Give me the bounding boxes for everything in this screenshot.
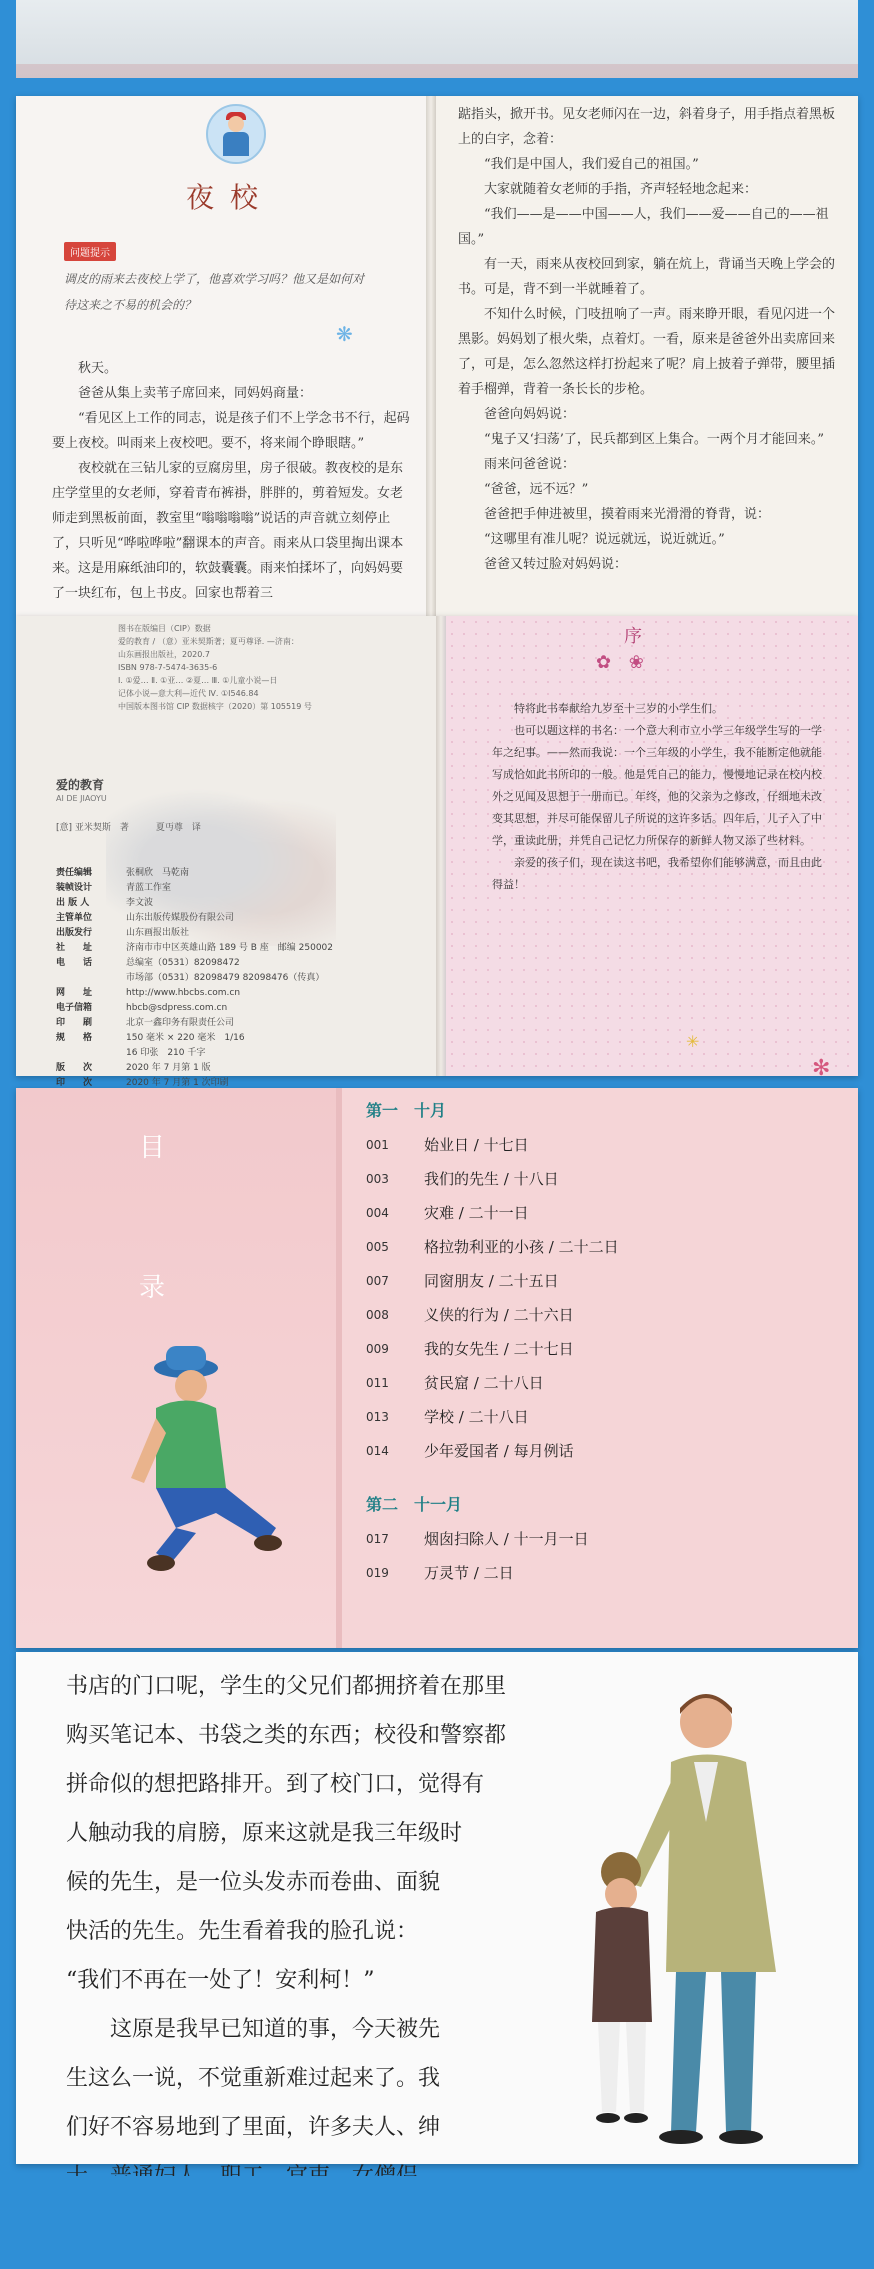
star-decoration-icon: ✳ bbox=[686, 1032, 700, 1051]
spread-table-of-contents bbox=[16, 1088, 858, 1648]
credit-row bbox=[56, 866, 396, 881]
credit-row bbox=[56, 881, 396, 896]
credit-key: 责任编辑 bbox=[56, 868, 93, 878]
credit-value: 2020 年 7 月第 1 版 bbox=[126, 1063, 211, 1073]
sitting-boy-illustration bbox=[116, 1338, 286, 1578]
toc-entry-title: 我的女先生 / 二十七日 bbox=[424, 1340, 574, 1358]
story-text bbox=[66, 1662, 566, 2250]
toc-entry-title: 义侠的行为 / 二十六日 bbox=[424, 1306, 574, 1324]
credit-row bbox=[56, 926, 396, 941]
book-pinyin: AI DE JIAOYU bbox=[56, 794, 107, 803]
paragraph: “我们——是——中国——人，我们——爱——自己的——祖国。” bbox=[458, 207, 829, 247]
toc-page-number: 009 bbox=[366, 1342, 389, 1356]
cip-line: Ⅰ. ①爱… Ⅱ. ①亚… ②夏… Ⅲ. ①儿童小说—日 bbox=[118, 676, 278, 685]
toc-page-number: 014 bbox=[366, 1444, 389, 1458]
preface-page bbox=[446, 616, 858, 1081]
toc-entry-title: 我们的先生 / 十八日 bbox=[424, 1170, 559, 1188]
toc-heading-char: 录 bbox=[138, 1273, 165, 1303]
toc-entry-title: 烟囱扫除人 / 十一月一日 bbox=[424, 1530, 589, 1548]
credit-value: hbcb@sdpress.com.cn bbox=[126, 1003, 228, 1013]
toc-entry[interactable] bbox=[366, 1230, 846, 1264]
story-line: 书店的门口呢，学生的父兄们都拥挤着在那里 bbox=[66, 1674, 507, 1699]
credit-value: http://www.hbcbs.com.cn bbox=[126, 988, 241, 998]
toc-heading bbox=[132, 1118, 172, 1318]
credit-key bbox=[56, 971, 126, 986]
credit-value: 李文波 bbox=[126, 898, 154, 908]
toc-entry-title: 万灵节 / 二日 bbox=[424, 1564, 514, 1582]
toc-page-number: 004 bbox=[366, 1206, 389, 1220]
credit-row bbox=[56, 986, 396, 1001]
boy-avatar-illustration bbox=[206, 104, 266, 164]
paragraph: 夜校就在三钻儿家的豆腐房里，房子很破。教夜校的是东庄学堂里的女老师，穿着青布裤褂，胖胖的，剪着短发。女老师走到黑板前面，教室里“嗡嗡嗡嗡”说话的声音就立刻停止了，只听见“哗啦哗啦”翻课本的声音。雨来从口袋里掏出课本来。这是用麻纸油印的，软鼓囊囊。雨来怕揉坏了，向妈妈要了一块红布，包上书皮。回家也帮着三 bbox=[52, 461, 404, 601]
book-spine bbox=[426, 96, 436, 616]
cip-line: 记体小说—意大利—近代 Ⅳ. ①I546.84 bbox=[118, 689, 259, 698]
toc-entry-title: 学校 / 二十八日 bbox=[424, 1408, 529, 1426]
toc-entry[interactable] bbox=[366, 1366, 846, 1400]
toc-list bbox=[366, 1094, 846, 1590]
credit-row bbox=[56, 1031, 396, 1046]
toc-right-page bbox=[342, 1088, 858, 1648]
book-spine bbox=[436, 616, 446, 1076]
top-page-strip bbox=[16, 0, 858, 78]
spread-night-school bbox=[16, 96, 858, 616]
paragraph: 大家就随着女老师的手指，齐声轻轻地念起来： bbox=[484, 182, 758, 197]
paragraph: 秋天。 bbox=[78, 361, 118, 376]
story-line: 们好不容易地到了里面，许多夫人、绅 bbox=[66, 2115, 441, 2140]
toc-entry[interactable] bbox=[366, 1556, 846, 1590]
paragraph: 爸爸又转过脸对妈妈说： bbox=[484, 557, 628, 572]
toc-page-number: 011 bbox=[366, 1376, 389, 1390]
paragraph: “这哪里有准儿呢？说远就远，说近就近。” bbox=[484, 532, 725, 547]
preface-paragraph: 特将此书奉献给九岁至十三岁的小学生们。 bbox=[514, 702, 723, 715]
toc-section-title: 第二 十一月 bbox=[366, 1495, 463, 1514]
byline: [意] 亚米契斯 著 夏丏尊 译 bbox=[56, 823, 201, 833]
toc-entry-title: 格拉勃利亚的小孩 / 二十二日 bbox=[424, 1238, 619, 1256]
story-line: 快活的先生。先生看着我的脸孔说： bbox=[66, 1919, 419, 1944]
paragraph: 不知什么时候，门吱扭响了一声。雨来睁开眼，看见闪进一个黑影。妈妈划了根火柴，点着灯。一看，原来是爸爸外出卖席回来了，可是，怎么忽然这样打扮起来了呢？肩上披着子弹带，腰里插着手榴弹，背着一条长长的步枪。 bbox=[458, 307, 836, 397]
toc-entry[interactable] bbox=[366, 1162, 846, 1196]
left-page bbox=[16, 96, 426, 616]
story-line: 购买笔记本、书袋之类的东西；校役和警察都 bbox=[66, 1723, 507, 1748]
paragraph: “鬼子又‘扫荡’了，民兵都到区上集合。一两个月才能回来。” bbox=[484, 432, 825, 447]
flower-decoration-icon: ✻ bbox=[812, 1056, 831, 1081]
left-body-text bbox=[52, 356, 412, 606]
credit-key bbox=[56, 1046, 126, 1061]
right-page bbox=[436, 96, 858, 616]
credit-value: 山东出版传媒股份有限公司 bbox=[126, 913, 235, 923]
paragraph: 爸爸把手伸进被里，摸着雨来光滑滑的脊背，说： bbox=[484, 507, 771, 522]
toc-left-page bbox=[16, 1088, 336, 1648]
cip-line: ISBN 978-7-5474-3635-6 bbox=[118, 663, 218, 672]
preface-paragraph: 亲爱的孩子们，现在读这书吧，我希望你们能够满意，而且由此得益！ bbox=[492, 856, 822, 891]
story-line: 候的先生，是一位头发赤而卷曲、面貌 bbox=[66, 1870, 441, 1895]
credit-value: 北京一鑫印务有限责任公司 bbox=[126, 1018, 235, 1028]
toc-entry[interactable] bbox=[366, 1522, 846, 1556]
credit-key: 版 次 bbox=[56, 1063, 93, 1073]
credit-row bbox=[56, 1046, 396, 1061]
top-strip-bar bbox=[16, 64, 858, 78]
credit-key: 印 刷 bbox=[56, 1018, 93, 1028]
cip-block bbox=[118, 622, 418, 713]
credit-key: 网 址 bbox=[56, 988, 93, 998]
toc-page-number: 017 bbox=[366, 1532, 389, 1546]
credit-key: 电子信箱 bbox=[56, 1003, 93, 1013]
story-line: 生这么一说，不觉重新难过起来了。我 bbox=[66, 2066, 441, 2091]
credit-value: 16 印张 210 千字 bbox=[126, 1048, 206, 1058]
paragraph: “我们是中国人，我们爱自己的祖国。” bbox=[484, 157, 699, 172]
credit-value: 总编室（0531）82098472 bbox=[126, 958, 240, 968]
credit-row bbox=[56, 941, 396, 956]
cip-line: 中国版本图书馆 CIP 数据核字（2020）第 105519 号 bbox=[118, 702, 312, 711]
head-shape bbox=[228, 116, 244, 132]
story-page-panel bbox=[16, 1652, 858, 2164]
toc-entry-title: 始业日 / 十七日 bbox=[424, 1136, 529, 1154]
toc-entry[interactable] bbox=[366, 1264, 846, 1298]
story-line: 这原是我早已知道的事，今天被先 bbox=[110, 2017, 441, 2042]
paragraph: “看见区上工作的同志，说是孩子们不上学念书不行，起码要上夜校。叫雨来上夜校吧。要不，将来闹个睁眼瞎。” bbox=[52, 411, 410, 451]
credit-value: 150 毫米 × 220 毫米 1/16 bbox=[126, 1033, 245, 1043]
toc-entry[interactable] bbox=[366, 1400, 846, 1434]
toc-page-number: 001 bbox=[366, 1138, 389, 1152]
credit-value: 青蓝工作室 bbox=[126, 883, 172, 893]
toc-page-number: 008 bbox=[366, 1308, 389, 1322]
credit-row bbox=[56, 896, 396, 911]
toc-entry[interactable] bbox=[366, 1196, 846, 1230]
chapter-title: 夜校 bbox=[186, 181, 275, 214]
toc-heading-char: 目 bbox=[138, 1133, 165, 1163]
question-prompt: 调皮的雨来去夜校上学了，他喜欢学习吗？他又是如何对待这来之不易的机会的？ bbox=[64, 272, 365, 312]
story-line: “我们不再在一处了！安利柯！” bbox=[66, 1968, 375, 1993]
toc-entry[interactable] bbox=[366, 1434, 846, 1468]
paragraph: “爸爸，远不远？” bbox=[484, 482, 589, 497]
book-title: 爱的教育 bbox=[56, 778, 105, 792]
credit-row bbox=[56, 956, 396, 971]
credit-key: 社 址 bbox=[56, 943, 93, 953]
bottom-blue-bar bbox=[0, 2176, 874, 2269]
credit-key: 电 话 bbox=[56, 958, 93, 968]
credit-value: 市场部（0531）82098479 82098476（传真） bbox=[126, 973, 325, 983]
toc-entry[interactable] bbox=[366, 1128, 846, 1162]
torso-shape bbox=[223, 132, 249, 156]
credit-key: 装帧设计 bbox=[56, 883, 93, 893]
toc-page-number: 007 bbox=[366, 1274, 389, 1288]
credit-key: 出版发行 bbox=[56, 928, 93, 938]
credit-value: 济南市市中区英雄山路 189 号 B 座 邮编 250002 bbox=[126, 943, 334, 953]
toc-entry[interactable] bbox=[366, 1298, 846, 1332]
toc-section-title: 第一 十月 bbox=[366, 1101, 447, 1120]
paragraph: 爸爸向妈妈说： bbox=[484, 407, 576, 422]
preface-title: 序 bbox=[624, 626, 642, 647]
flower-branch-icon: ✿ ❀ bbox=[596, 652, 650, 673]
credit-key: 出 版 人 bbox=[56, 898, 90, 908]
credit-row bbox=[56, 971, 396, 986]
toc-page-number: 005 bbox=[366, 1240, 389, 1254]
credit-row bbox=[56, 1001, 396, 1016]
toc-entry[interactable] bbox=[366, 1332, 846, 1366]
credit-row bbox=[56, 1016, 396, 1031]
question-tag: 问题提示 bbox=[64, 242, 116, 261]
snowflake-icon: ❋ bbox=[336, 322, 353, 346]
toc-entry-title: 灾难 / 二十一日 bbox=[424, 1204, 529, 1222]
paragraph: 爸爸从集上卖苇子席回来，同妈妈商量： bbox=[78, 386, 313, 401]
toc-gap bbox=[366, 1468, 846, 1488]
paragraph: 有一天，雨来从夜校回到家，躺在炕上，背诵当天晚上学会的书。可是，背不到一半就睡着了。 bbox=[458, 257, 836, 297]
credit-value: 2020 年 7 月第 1 次印刷 bbox=[126, 1078, 229, 1088]
toc-entry-title: 贫民窟 / 二十八日 bbox=[424, 1374, 544, 1392]
paragraph: 踮指头，掀开书。见女老师闪在一边，斜着身子，用手指点着黑板上的白字，念着： bbox=[458, 107, 836, 147]
story-line: 拼命似的想把路排开。到了校门口，觉得有 bbox=[66, 1772, 485, 1797]
preface-paragraph: 也可以题这样的书名：一个意大利市立小学三年级学生写的一学年之纪事。——然而我说：一个三年级的小学生，我不能断定他就能写成恰如此书所印的一般。他是凭自己的能力，慢慢地记录在校内校外之见闻及思想于一册而已。年终，他的父亲为之修改，仔细地未改变其思想，并尽可能保留儿子所说的这许多话。四年后，儿子入了中学，重读此册，并凭自己记忆力所保存的新鲜人物又添了些材料。 bbox=[492, 724, 822, 847]
cip-line: 图书在版编目（CIP）数据 bbox=[118, 624, 211, 633]
paragraph: 雨来问爸爸说： bbox=[484, 457, 576, 472]
toc-page-number: 003 bbox=[366, 1172, 389, 1186]
credit-key: 印 次 bbox=[56, 1078, 93, 1088]
credit-row bbox=[56, 911, 396, 926]
credit-key: 规 格 bbox=[56, 1033, 93, 1043]
right-body-text bbox=[458, 102, 843, 577]
toc-entry-title: 同窗朋友 / 二十五日 bbox=[424, 1272, 559, 1290]
credits-list bbox=[56, 866, 396, 1106]
cip-line: 山东画报出版社，2020.7 bbox=[118, 650, 210, 659]
toc-entry-title: 少年爱国者 / 每月例话 bbox=[424, 1442, 574, 1460]
teacher-and-boy-illustration bbox=[576, 1672, 836, 2162]
preface-text bbox=[492, 698, 822, 896]
credit-value: 山东画报出版社 bbox=[126, 928, 190, 938]
spread-copyright-preface bbox=[16, 616, 858, 1088]
copyright-page bbox=[16, 616, 436, 1088]
cip-line: 爱的教育 / （意）亚米契斯著；夏丏尊译. —济南： bbox=[118, 637, 299, 646]
toc-page-number: 013 bbox=[366, 1410, 389, 1424]
story-line: 人触动我的肩膀，原来这就是我三年级时 bbox=[66, 1821, 463, 1846]
toc-page-number: 019 bbox=[366, 1566, 389, 1580]
credit-key: 主管单位 bbox=[56, 913, 93, 923]
credit-value: 张桐欣 马乾南 bbox=[126, 868, 190, 878]
credit-row bbox=[56, 1061, 396, 1076]
